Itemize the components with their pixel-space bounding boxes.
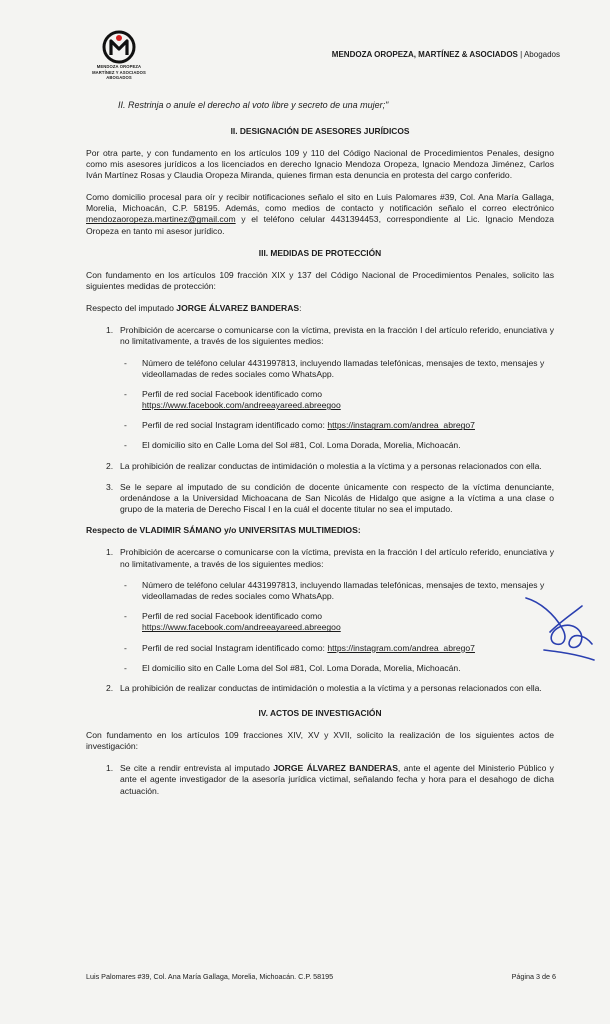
logo-emblem-icon [102,30,136,64]
list-item [106,461,554,472]
imputado-name: JORGE ÁLVAREZ BANDERAS [176,303,300,314]
intro-quote: II. Restrinja o anule el derecho al voto libre y secreto de una mujer;" [118,100,389,110]
ig-label: Perfil de red social Instagram identificado como: [142,642,328,653]
bullet-item [124,663,554,674]
section-2-paragraph-2 [86,192,554,237]
label-text: Respecto del imputado [86,303,177,314]
bullet-text [142,389,554,411]
item-text: La prohibición de realizar conductas de intimidación o molestia a la víctima y a personas relacionados con ella. [120,460,542,471]
section-2-title: II. DESIGNACIÓN DE ASESORES JURÍDICOS [230,125,410,136]
firm-header [330,50,560,60]
section-4-title: IV. ACTOS DE INVESTIGACIÓN [258,708,382,719]
section-3-title: III. MEDIDAS DE PROTECCIÓN [258,247,382,258]
instagram-link[interactable]: https://instagram.com/andrea_abrego7 [327,420,475,431]
imputado-name: JORGE ÁLVAREZ BANDERAS [273,763,398,774]
item-number: 1. [106,763,114,774]
handwritten-signature [520,592,600,666]
bullet-text: Número de teléfono celular 4431997813, incluyendo llamadas telefónicas, mensajes de texto, mensajes y videollamadas de redes sociales como WhatsApp. [142,357,545,379]
list-item [106,482,554,516]
bullet-text [142,611,554,633]
fb-label: Perfil de red social Facebook identificado como [142,388,323,399]
footer-address: Luis Palomares #39, Col. Ana María Gallaga, Morelia, Michoacán. C.P. 58195 [86,972,334,981]
item-number: 2. [106,460,114,471]
bullet-item [124,580,554,602]
dash-marker: - [124,420,127,431]
bullet-item [124,611,554,633]
list-item [106,547,554,569]
item-number: 2. [106,682,114,693]
firm-logo [84,30,154,81]
paragraph-text: Como domicilio procesal para oír y recibir notificaciones señalo el sito en Luis Palomares #39, Col. Ana María Gallaga, Morelia, Michoacán, C.P. 58195. Además, como medios de contacto y notificación señalo el correo electrónico [86,192,554,214]
bullet-text [142,643,554,654]
dash-marker: - [124,440,127,451]
ig-label: Perfil de red social Instagram identificado como: [142,420,328,431]
section-4-intro: Con fundamento en los artículos 109 fracciones XIV, XV y XVII, solicito la realización de los siguientes actos de investigación: [86,729,554,752]
firm-subtitle: | Abogados [520,50,560,59]
logo-line-1: MENDOZA OROPEZA [96,64,142,69]
item-number: 3. [106,481,114,492]
bullet-item [124,643,554,654]
item-text [120,763,554,797]
email-link[interactable]: mendozaoropeza.martinez@gmail.com [86,214,236,225]
paragraph-text: y el teléfono celular 4431394453, correspondiente al Lic. Ignacio Mendoza Oropeza en tanto mi asesor jurídico. [86,214,554,236]
list-item [106,683,554,694]
list-item [106,763,554,797]
dash-marker: - [124,388,127,399]
facebook-link[interactable]: https://www.facebook.com/andreeayareed.abreegoo [142,400,341,411]
item-text: La prohibición de realizar conductas de intimidación o molestia a la víctima y a personas relacionados con ella. [120,682,542,693]
imputado-2-label: Respecto de VLADIMIR SÁMANO y/o UNIVERSITAS MULTIMEDIOS: [86,525,361,536]
facebook-link[interactable]: https://www.facebook.com/andreeayareed.abreegoo [142,622,341,633]
logo-line-2: MARTÍNEZ Y ASOCIADOS [92,69,146,75]
list-item [106,325,554,347]
bullet-item [124,440,554,451]
bullet-item [124,358,554,380]
bullet-text: Número de teléfono celular 4431997813, incluyendo llamadas telefónicas, mensajes de texto, mensajes y videollamadas de redes sociales como WhatsApp. [142,579,545,601]
bullet-text [142,420,554,431]
section-3-intro: Con fundamento en los artículos 109 fracción XIX y 137 del Código Nacional de Procedimientos Penales, solicito las siguientes medidas de protección: [86,269,554,291]
logo-line-3: ABOGADOS [106,75,132,81]
section-2-paragraph-1: Por otra parte, y con fundamento en los artículos 109 y 110 del Código Nacional de Procedimientos Penales, designo como mis asesores jurídicos a los licenciados en derecho Ignacio Mendoza Oropeza, Ignacio Mendoza Jiménez, Carlos Iván Martínez Rosas y Claudia Oropeza Miranda, quienes firman esta denuncia en protesta del cargo conferido. [86,147,554,180]
item-text: Prohibición de acercarse o comunicarse con la víctima, prevista en la fracción I del artículo referido, enunciativa y no limitativamente, a través de los siguientes medios: [120,325,554,347]
bullet-text: El domicilio sito en Calle Loma del Sol #81, Col. Loma Dorada, Morelia, Michoacán. [142,662,461,673]
instagram-link[interactable]: https://instagram.com/andrea_abrego7 [327,642,475,653]
item-text-part: Se cite a rendir entrevista al imputado [120,763,274,774]
fb-label: Perfil de red social Facebook identificado como [142,611,323,622]
bullet-item [124,420,554,431]
bullet-text: El domicilio sito en Calle Loma del Sol #81, Col. Loma Dorada, Morelia, Michoacán. [142,440,461,451]
imputado-1-label [86,303,554,314]
dash-marker: - [124,642,127,653]
dash-marker: - [124,611,127,622]
dash-marker: - [124,662,127,673]
item-number: 1. [106,547,114,558]
dash-marker: - [124,357,127,368]
item-text: Se le separe al imputado de su condición de docente únicamente con respecto de la víctima denunciante, ordenándose a la Universidad Michoacana de San Nicolás de Hidalgo que asigne a la víctima a una clase o grupo de la materia de Derecho Fiscal I en la cuál el docente titular no sea el imputado. [120,481,554,515]
bullet-item [124,389,554,411]
firm-name: MENDOZA OROPEZA, MARTÍNEZ & ASOCIADOS [331,50,518,59]
page-footer [86,972,556,981]
label-colon: : [299,303,302,314]
document-body [86,100,554,807]
item-text-part: , ante el agente del Ministerio Público y ante el agente investigador de la asesoría jurídica victimal, señalando fecha y hora para el desahogo de dicha actuación. [120,763,554,796]
page-number: Página 3 de 6 [511,972,556,981]
item-number: 1. [106,325,114,336]
dash-marker: - [124,579,127,590]
item-text: Prohibición de acercarse o comunicarse con la víctima, prevista en la fracción I del artículo referido, enunciativa y no limitativamente, a través de los siguientes medios: [120,547,554,569]
